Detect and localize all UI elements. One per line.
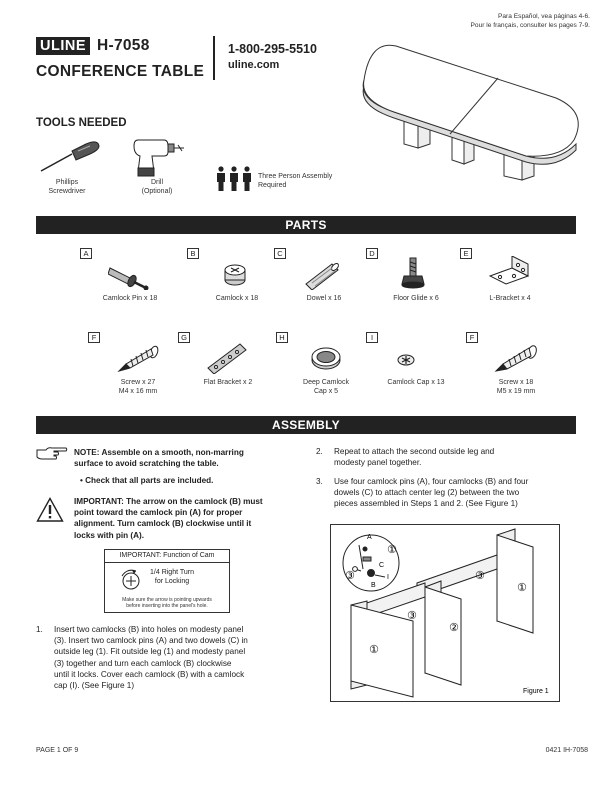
flat-bracket-icon [206,340,250,374]
part-letter: H [276,332,288,343]
l-bracket-icon [488,256,532,290]
screwdriver-icon [38,140,102,174]
deep-camlock-cap-icon [304,340,348,374]
drill-icon [128,136,186,178]
product-title: CONFERENCE TABLE [36,63,205,80]
fig-callout-1-left: ① [369,643,379,656]
phone-number: 1-800-295-5510 [228,42,317,56]
part-letter: B [187,248,199,259]
callout-note: Make sure the arrow is pointing upwards before inserting into the panel's hole. [122,597,212,609]
dowel-icon [302,256,346,290]
part-e [458,248,562,316]
part-letter: D [366,248,378,259]
three-people-icon [215,166,253,192]
part-letter: F [466,332,478,343]
camlock-pin-icon [108,256,152,290]
fig-label-c: C [379,562,385,569]
step-3-number: 3. [316,477,323,486]
screw-icon [116,340,160,374]
part-label: Flat Bracket x 2 [203,379,253,386]
part-label: Floor Glide x 6 [393,295,439,302]
part-label: Camlock Pin x 18 [102,295,158,302]
fig-callout-3-right: ③ [475,569,485,582]
part-letter: C [274,248,286,259]
part-letter: E [460,248,472,259]
fig-label-b: B [371,582,376,589]
fig-callout-3-left: ③ [407,609,417,622]
warning-icon [36,497,64,523]
part-i [364,332,468,400]
part-g [176,332,280,400]
fig-callout-1-detail: ① [387,543,397,556]
part-label: Screw x 18 M5 x 19 mm [496,379,536,395]
fig-callout-1-right: ① [517,581,527,594]
floor-glide-icon [394,256,438,290]
part-c [272,248,376,316]
part-letter: A [80,248,92,259]
step-1-text: Insert two camlocks (B) into holes on modesty panel (3). Insert two camlock pins (A) and two dowels (C) in outside leg (1). Fit outside leg (1) and modesty panel (3) together and turn each camlock (B) clockwise until it locks. Cover each camlock (B) with a camlock cap (I). (See Figure 1) [54,625,248,691]
step-3-text: Use four camlock pins (A), four camlocks (B) and four dowels (C) to attach center leg (2) between the two pieces assembled in Steps 1 and 2. (See Figure 1) [334,477,529,509]
screwdriver-label: Phillips Screwdriver [48,179,86,195]
note-text: NOTE: Assemble on a smooth, non-marring surface to avoid scratching the table. [74,448,244,469]
callout-title: IMPORTANT: Function of Cam [105,550,229,563]
document-code: 0421 IH-7058 [545,747,588,754]
part-f-m5 [464,332,568,400]
part-f-m4 [86,332,190,400]
part-a [78,248,182,316]
camlock-cap-icon [394,340,438,374]
website: uline.com [228,59,280,71]
part-label: Deep Camlock Cap x 5 [303,379,349,395]
figure-caption: Figure 1 [523,688,549,695]
part-label: Screw x 27 M4 x 16 mm [118,379,158,395]
figure-1-diagram [331,525,559,701]
fig-callout-3-detail: ③ [345,569,355,582]
brand-row [36,37,150,55]
drill-label: Drill (Optional) [141,179,173,195]
three-person-label: Three Person Assembly Required [258,173,333,189]
part-letter: G [178,332,190,343]
important-text: IMPORTANT: The arrow on the camlock (B) must point toward the camlock pin (A) for proper alignment. Turn camlock (B) clockwise until it locks with pin (A). [74,497,263,540]
step-2-number: 2. [316,447,323,456]
tools-heading: TOOLS NEEDED [36,117,127,129]
fig-callout-2: ② [449,621,459,634]
screw-icon [494,340,538,374]
conference-table-illustration [356,40,590,190]
model-number: H-7058 [97,37,150,54]
header-divider [213,36,215,80]
check-parts-text: • Check that all parts are included. [80,476,214,485]
language-note: Para Español, vea páginas 4-6. Pour le français, consulter les pages 7-9. [470,13,590,29]
fig-label-i: I [387,574,389,581]
camlock-icon [215,256,259,290]
part-letter: I [366,332,378,343]
part-d [364,248,468,316]
step-2-text: Repeat to attach the second outside leg and modesty panel together. [334,447,495,468]
page-number: PAGE 1 OF 9 [36,747,79,754]
part-label: L-Bracket x 4 [489,295,531,302]
part-label: Dowel x 16 [306,295,342,302]
figure-1 [330,524,560,702]
callout-turn-text: 1/4 Right Turn for Locking [150,569,194,585]
step-1-number: 1. [36,625,43,634]
pointing-hand-icon [36,446,68,460]
cam-function-callout [104,549,230,613]
part-h [274,332,378,400]
part-letter: F [88,332,100,343]
part-label: Camlock x 18 [215,295,259,302]
parts-heading: PARTS [36,216,576,234]
assembly-heading: ASSEMBLY [36,416,576,434]
fig-label-a: A [367,534,372,541]
uline-logo: ULINE [36,37,90,55]
part-label: Camlock Cap x 13 [387,379,445,386]
